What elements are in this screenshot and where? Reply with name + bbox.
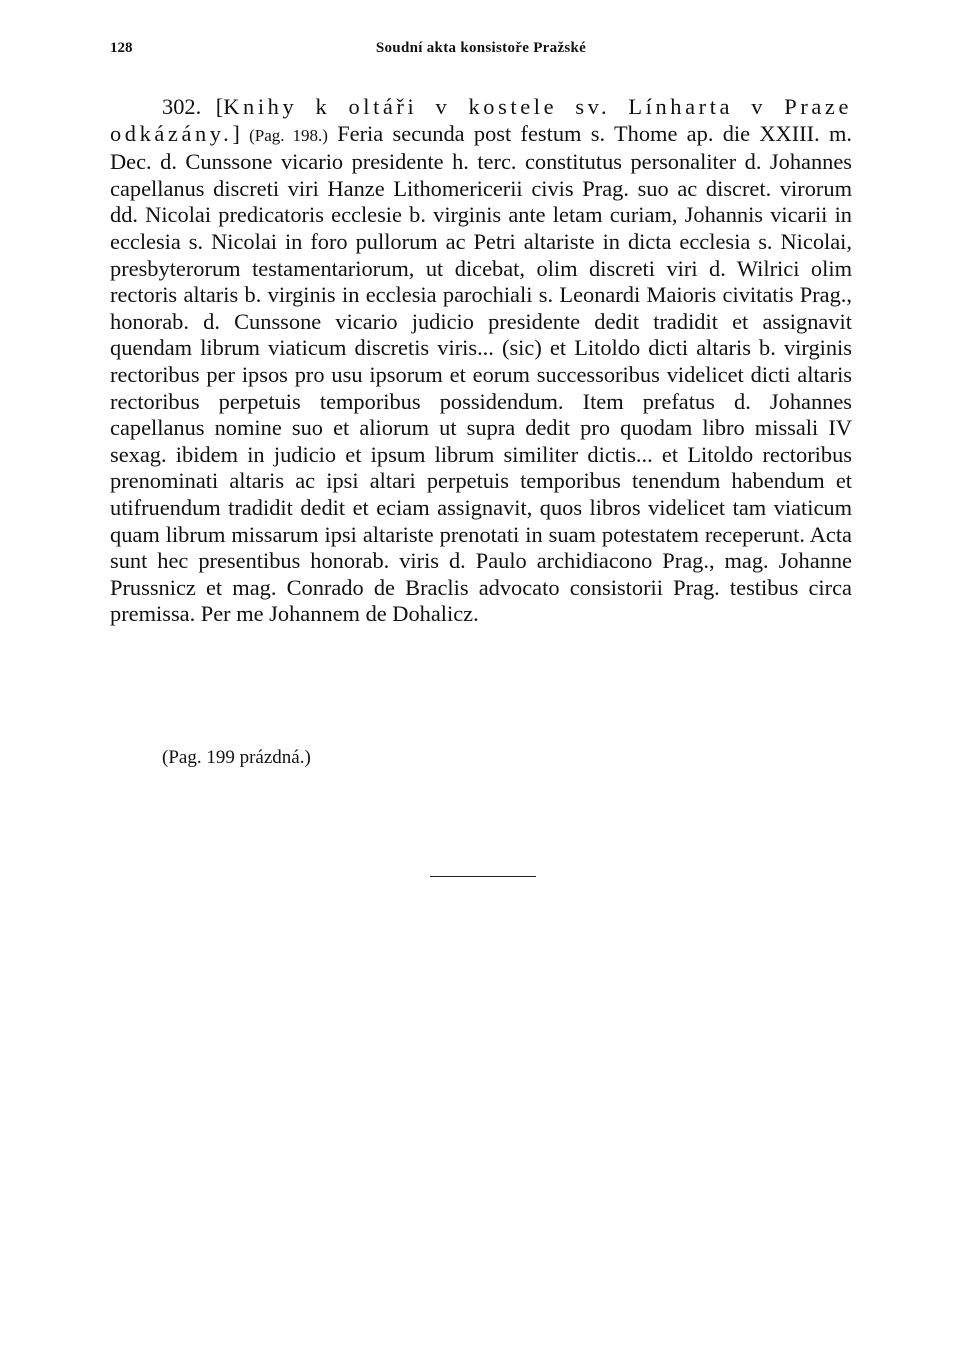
page-note: (Pag. 199 prázdná.)	[162, 747, 311, 768]
entry-title: [Knihy k oltáři v kostele sv. Línharta v Praze odkázány.]	[110, 94, 852, 146]
page-reference: (Pag. 198.)	[249, 125, 328, 145]
page-number: 128	[110, 40, 133, 56]
running-title: Soudní akta konsistoře Pražské	[375, 40, 587, 56]
entry-number: 302.	[162, 94, 202, 119]
entry-title-text: Knihy k oltáři v kostele sv. Línharta v Praze odkázány.	[110, 94, 852, 146]
entry-body: Feria secunda post festum s. Thome ap. die XXIII. m. Dec. d. Cunssone vicario presidente h. terc. constitutus personaliter d. Johannes capellanus discreti viri Hanze Lithomericerii civis Prag. suo ac discret. virorum dd. Nicolai predicatoris ecclesie b. virginis ante letam curiam, Johannis vicarii in ecclesia s. Nicolai in foro pullorum ac Petri altariste in dicta ecclesia s. Nicolai, presbyterorum testamentariorum, ut dicebat, olim discreti viri d. Wilrici olim rectoris altaris b. virginis in ecclesia parochiali s. Leonardi Maioris civitatis Prag., honorab. d. Cunssone vicario judicio presidente dedit tradidit et assignavit quendam librum viaticum discretis viris... (sic) et Litoldo dicti altaris b. virginis rectoribus per ipsos pro usu ipsorum et eorum successoribus videlicet dicti altaris rectoribus perpetuis temporibus possidendum. Item prefatus d. Johannes capellanus nomine suo et aliorum ut supra dedit pro quodam libro missali IV sexag. ibidem in judicio et ipsum librum similiter dictis... et Litoldo rectoribus prenominati altaris ac ipsi altari perpetuis temporibus tenendum habendum et utifruendum tradidit dedit et eciam assignavit, quos libros videlicet tam viaticum quam librum missarum ipsi altariste prenotati in suam potestatem receperunt. Acta sunt hec presentibus honorab. viris d. Paulo archidiacono Prag., mag. Johanne Prussnicz et mag. Conrado de Braclis advocato consistorii Prag. testibus circa premissa. Per me Johannem de Dohalicz.	[110, 120, 852, 627]
page-header	[110, 40, 852, 64]
end-rule	[430, 876, 536, 877]
document-entry	[110, 94, 852, 628]
